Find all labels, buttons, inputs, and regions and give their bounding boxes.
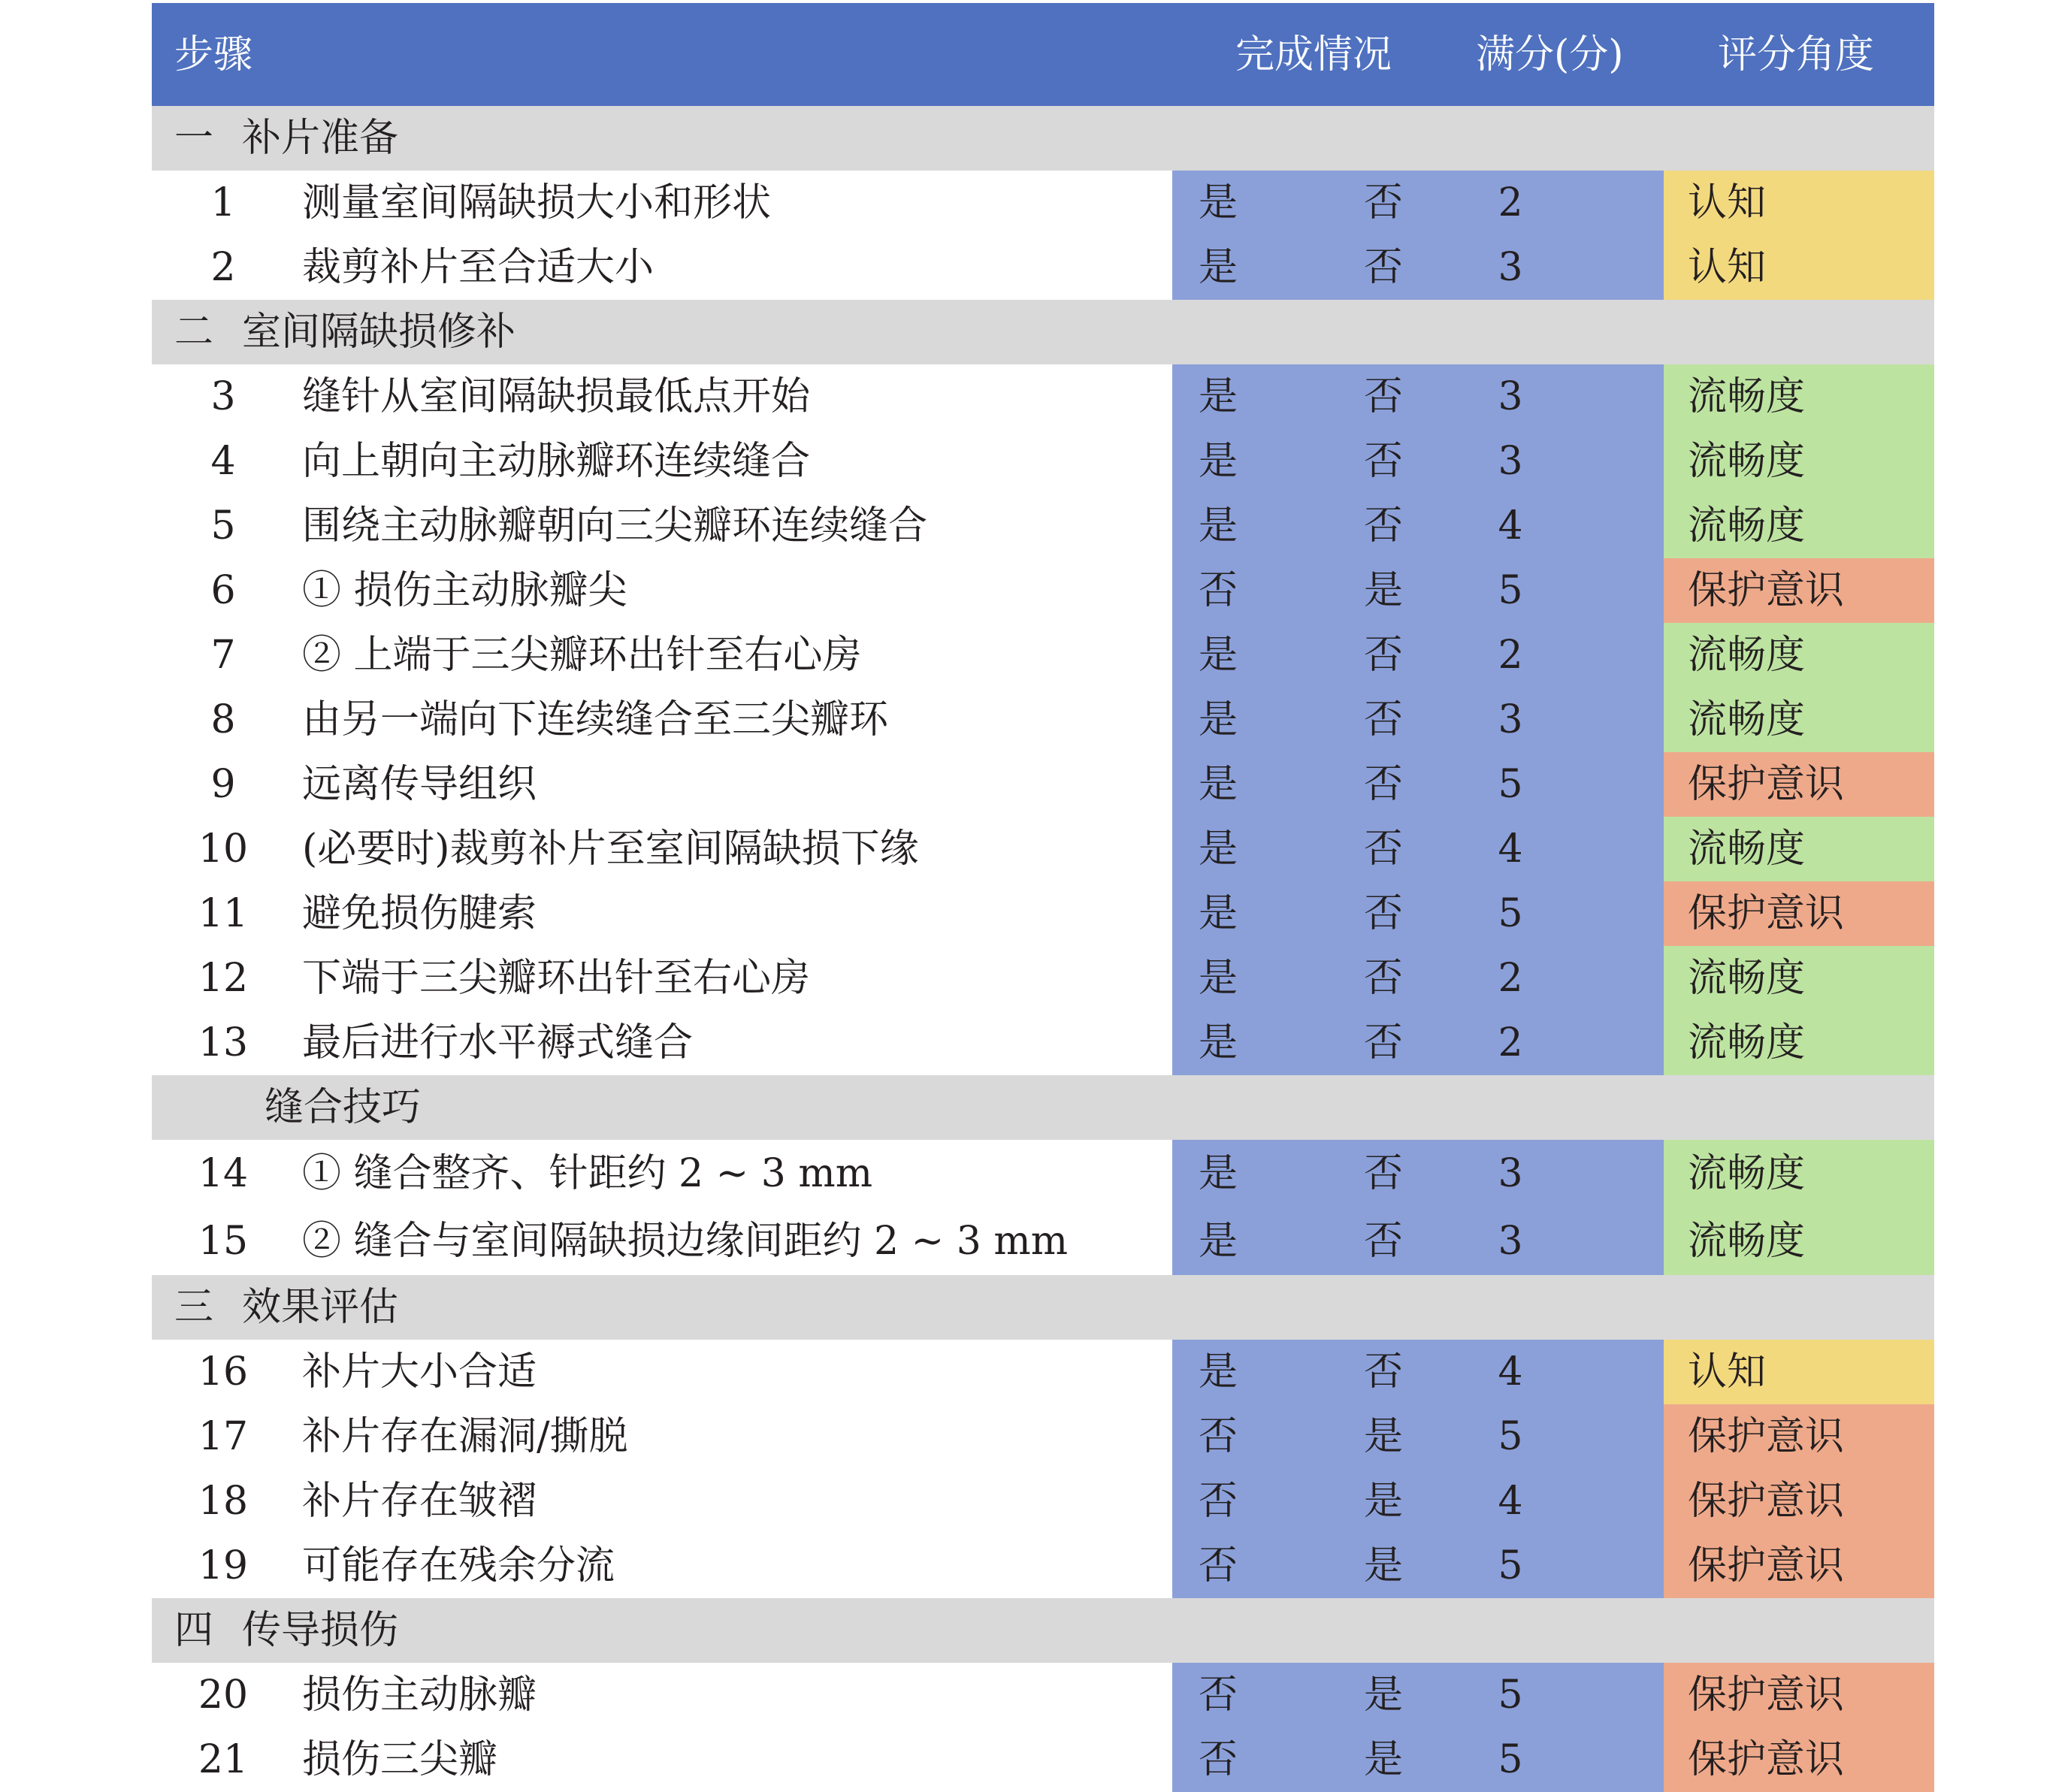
table-row <box>152 946 1934 1011</box>
table-row <box>152 1727 1934 1792</box>
step-text: 远离传导组织 <box>302 762 537 807</box>
row-number: 16 <box>198 1349 249 1395</box>
completion-cell <box>1172 1011 1664 1075</box>
completion-cell <box>1172 946 1664 1011</box>
completion-cell <box>1172 1404 1664 1469</box>
completion-yes: 是 <box>1199 697 1238 742</box>
row-number: 1 <box>210 180 236 225</box>
header-points: 满分(分) <box>1476 32 1624 77</box>
angle-label: 流畅度 <box>1688 826 1806 872</box>
section-number: 一 <box>174 116 214 161</box>
points-value: 4 <box>1498 826 1523 872</box>
completion-no: 是 <box>1364 1543 1404 1588</box>
header-step: 步骤 <box>174 32 253 77</box>
row-number: 4 <box>210 439 236 484</box>
section-number: 二 <box>174 310 214 355</box>
completion-cell <box>1172 817 1664 881</box>
points-value: 4 <box>1498 1349 1523 1395</box>
row-number: 11 <box>198 891 249 936</box>
step-text: ① 损伤主动脉瓣尖 <box>302 568 627 613</box>
completion-cell <box>1172 235 1664 300</box>
table-row <box>152 687 1934 752</box>
table-row <box>152 1011 1934 1075</box>
step-text: 测量室间隔缺损大小和形状 <box>302 180 772 225</box>
angle-label: 保护意识 <box>1688 1414 1845 1459</box>
section-title: 效果评估 <box>242 1285 399 1330</box>
completion-no: 否 <box>1364 439 1404 484</box>
points-value: 3 <box>1498 1219 1523 1264</box>
scoring-table <box>152 3 1934 1792</box>
points-value: 5 <box>1498 1737 1523 1782</box>
row-number: 20 <box>198 1673 249 1718</box>
table-row <box>152 494 1934 558</box>
completion-no: 是 <box>1364 568 1404 613</box>
completion-cell <box>1172 171 1664 235</box>
completion-yes: 否 <box>1199 568 1238 613</box>
completion-no: 否 <box>1364 245 1404 290</box>
table-row <box>152 1340 1934 1404</box>
angle-label: 流畅度 <box>1688 1020 1806 1065</box>
completion-cell <box>1172 1534 1664 1598</box>
section-row <box>152 1075 1934 1140</box>
table-row <box>152 1404 1934 1469</box>
table-row <box>152 1534 1934 1598</box>
completion-yes: 否 <box>1199 1673 1238 1718</box>
completion-no: 否 <box>1364 374 1404 419</box>
step-text: 缝针从室间隔缺损最低点开始 <box>302 374 811 419</box>
completion-yes: 是 <box>1199 633 1238 678</box>
completion-yes: 否 <box>1199 1543 1238 1588</box>
step-text: 损伤主动脉瓣 <box>302 1673 537 1718</box>
section-number: 四 <box>174 1608 214 1653</box>
angle-label: 保护意识 <box>1688 1543 1845 1588</box>
row-number: 8 <box>210 697 236 742</box>
completion-yes: 否 <box>1199 1737 1238 1782</box>
section-title: 补片准备 <box>242 116 399 161</box>
table-row <box>152 623 1934 687</box>
section-row <box>152 1275 1934 1340</box>
completion-no: 否 <box>1364 956 1404 1001</box>
row-number: 2 <box>210 245 236 290</box>
points-value: 2 <box>1498 956 1523 1001</box>
row-number: 21 <box>198 1737 249 1782</box>
points-value: 5 <box>1498 891 1523 936</box>
table-body <box>152 106 1934 1792</box>
completion-yes: 是 <box>1199 1219 1238 1264</box>
table-row <box>152 235 1934 300</box>
table-row <box>152 1140 1934 1207</box>
points-value: 5 <box>1498 1673 1523 1718</box>
header-angle: 评分角度 <box>1718 32 1875 77</box>
completion-no: 是 <box>1364 1479 1404 1524</box>
row-number: 14 <box>198 1151 249 1196</box>
row-number: 10 <box>198 826 249 872</box>
completion-cell <box>1172 687 1664 752</box>
points-value: 4 <box>1498 503 1523 548</box>
completion-yes: 是 <box>1199 956 1238 1001</box>
completion-no: 否 <box>1364 180 1404 225</box>
completion-yes: 是 <box>1199 180 1238 225</box>
completion-yes: 是 <box>1199 374 1238 419</box>
completion-no: 是 <box>1364 1673 1404 1718</box>
row-number: 18 <box>198 1479 249 1524</box>
points-value: 3 <box>1498 374 1523 419</box>
completion-yes: 是 <box>1199 1020 1238 1065</box>
completion-yes: 是 <box>1199 762 1238 807</box>
step-text: 最后进行水平褥式缝合 <box>302 1020 694 1065</box>
angle-label: 流畅度 <box>1688 439 1806 484</box>
table-row <box>152 429 1934 494</box>
table-row <box>152 558 1934 623</box>
completion-no: 是 <box>1364 1414 1404 1459</box>
step-text: ② 缝合与室间隔缺损边缘间距约 2 ~ 3 mm <box>302 1219 1069 1264</box>
completion-cell <box>1172 1140 1664 1207</box>
points-value: 2 <box>1498 633 1523 678</box>
completion-cell <box>1172 623 1664 687</box>
step-text: 可能存在残余分流 <box>302 1543 615 1588</box>
section-title: 缝合技巧 <box>265 1085 422 1130</box>
step-text: 由另一端向下连续缝合至三尖瓣环 <box>302 697 889 742</box>
step-text: 避免损伤腱索 <box>302 891 537 936</box>
completion-cell <box>1172 1663 1664 1727</box>
row-number: 19 <box>198 1543 249 1588</box>
completion-cell <box>1172 752 1664 817</box>
angle-label: 流畅度 <box>1688 1219 1806 1264</box>
header-completion: 完成情况 <box>1235 32 1392 77</box>
completion-no: 否 <box>1364 762 1404 807</box>
completion-yes: 否 <box>1199 1479 1238 1524</box>
completion-no: 否 <box>1364 633 1404 678</box>
angle-label: 认知 <box>1688 1349 1767 1395</box>
completion-yes: 是 <box>1199 503 1238 548</box>
step-text: 围绕主动脉瓣朝向三尖瓣环连续缝合 <box>302 503 928 548</box>
completion-no: 否 <box>1364 826 1404 872</box>
angle-label: 流畅度 <box>1688 956 1806 1001</box>
completion-yes: 是 <box>1199 891 1238 936</box>
angle-label: 保护意识 <box>1688 1737 1845 1782</box>
completion-cell <box>1172 1727 1664 1792</box>
row-number: 9 <box>210 762 236 807</box>
section-number: 三 <box>174 1285 214 1330</box>
completion-yes: 是 <box>1199 1151 1238 1196</box>
section-row <box>152 1598 1934 1663</box>
completion-no: 否 <box>1364 697 1404 742</box>
points-value: 3 <box>1498 439 1523 484</box>
completion-cell <box>1172 364 1664 429</box>
angle-label: 认知 <box>1688 245 1767 290</box>
row-number: 6 <box>210 568 236 613</box>
section-title: 室间隔缺损修补 <box>242 310 516 355</box>
points-value: 3 <box>1498 1151 1523 1196</box>
angle-label: 流畅度 <box>1688 374 1806 419</box>
completion-no: 否 <box>1364 1151 1404 1196</box>
completion-cell <box>1172 558 1664 623</box>
points-value: 5 <box>1498 762 1523 807</box>
step-text: 损伤三尖瓣 <box>302 1737 498 1782</box>
angle-label: 保护意识 <box>1688 1479 1845 1524</box>
angle-label: 流畅度 <box>1688 633 1806 678</box>
points-value: 5 <box>1498 1543 1523 1588</box>
step-text: 裁剪补片至合适大小 <box>302 245 655 290</box>
completion-no: 否 <box>1364 891 1404 936</box>
angle-label: 认知 <box>1688 180 1767 225</box>
section-title: 传导损伤 <box>242 1608 399 1653</box>
completion-cell <box>1172 1469 1664 1534</box>
points-value: 3 <box>1498 697 1523 742</box>
points-value: 5 <box>1498 568 1523 613</box>
completion-yes: 是 <box>1199 439 1238 484</box>
completion-no: 否 <box>1364 503 1404 548</box>
step-text: 补片大小合适 <box>302 1349 537 1395</box>
table-row <box>152 881 1934 946</box>
points-value: 2 <box>1498 1020 1523 1065</box>
row-number: 17 <box>198 1414 249 1459</box>
angle-label: 流畅度 <box>1688 1151 1806 1196</box>
step-text: 下端于三尖瓣环出针至右心房 <box>302 956 811 1001</box>
points-value: 2 <box>1498 180 1523 225</box>
angle-label: 保护意识 <box>1688 568 1845 613</box>
table-row <box>152 817 1934 881</box>
angle-label: 保护意识 <box>1688 891 1845 936</box>
completion-yes: 是 <box>1199 1349 1238 1395</box>
table-row <box>152 171 1934 235</box>
section-row <box>152 106 1934 171</box>
step-text: 向上朝向主动脉瓣环连续缝合 <box>302 439 811 484</box>
points-value: 3 <box>1498 245 1523 290</box>
row-number: 13 <box>198 1020 249 1065</box>
table-row <box>152 1207 1934 1275</box>
step-text: 补片存在漏洞/撕脱 <box>302 1414 628 1459</box>
table-row <box>152 752 1934 817</box>
row-number: 12 <box>198 956 249 1001</box>
step-text: 补片存在皱褶 <box>302 1479 537 1524</box>
completion-cell <box>1172 494 1664 558</box>
row-number: 7 <box>210 633 236 678</box>
completion-no: 否 <box>1364 1349 1404 1395</box>
table-row <box>152 1663 1934 1727</box>
row-number: 15 <box>198 1219 249 1264</box>
table-header <box>152 3 1934 106</box>
completion-cell <box>1172 881 1664 946</box>
completion-yes: 否 <box>1199 1414 1238 1459</box>
angle-label: 流畅度 <box>1688 503 1806 548</box>
completion-cell <box>1172 1340 1664 1404</box>
points-value: 4 <box>1498 1479 1523 1524</box>
points-value: 5 <box>1498 1414 1523 1459</box>
angle-label: 保护意识 <box>1688 1673 1845 1718</box>
completion-no: 是 <box>1364 1737 1404 1782</box>
angle-label: 流畅度 <box>1688 697 1806 742</box>
completion-no: 否 <box>1364 1020 1404 1065</box>
step-text: ② 上端于三尖瓣环出针至右心房 <box>302 633 862 678</box>
completion-cell <box>1172 1207 1664 1275</box>
completion-cell <box>1172 429 1664 494</box>
step-text: (必要时)裁剪补片至室间隔缺损下缘 <box>302 826 919 872</box>
row-number: 5 <box>210 503 236 548</box>
completion-yes: 是 <box>1199 826 1238 872</box>
section-row <box>152 300 1934 364</box>
completion-yes: 是 <box>1199 245 1238 290</box>
row-number: 3 <box>210 374 236 419</box>
completion-no: 否 <box>1364 1219 1404 1264</box>
table-row <box>152 364 1934 429</box>
table-row <box>152 1469 1934 1534</box>
angle-label: 保护意识 <box>1688 762 1845 807</box>
step-text: ① 缝合整齐、针距约 2 ~ 3 mm <box>302 1151 873 1196</box>
